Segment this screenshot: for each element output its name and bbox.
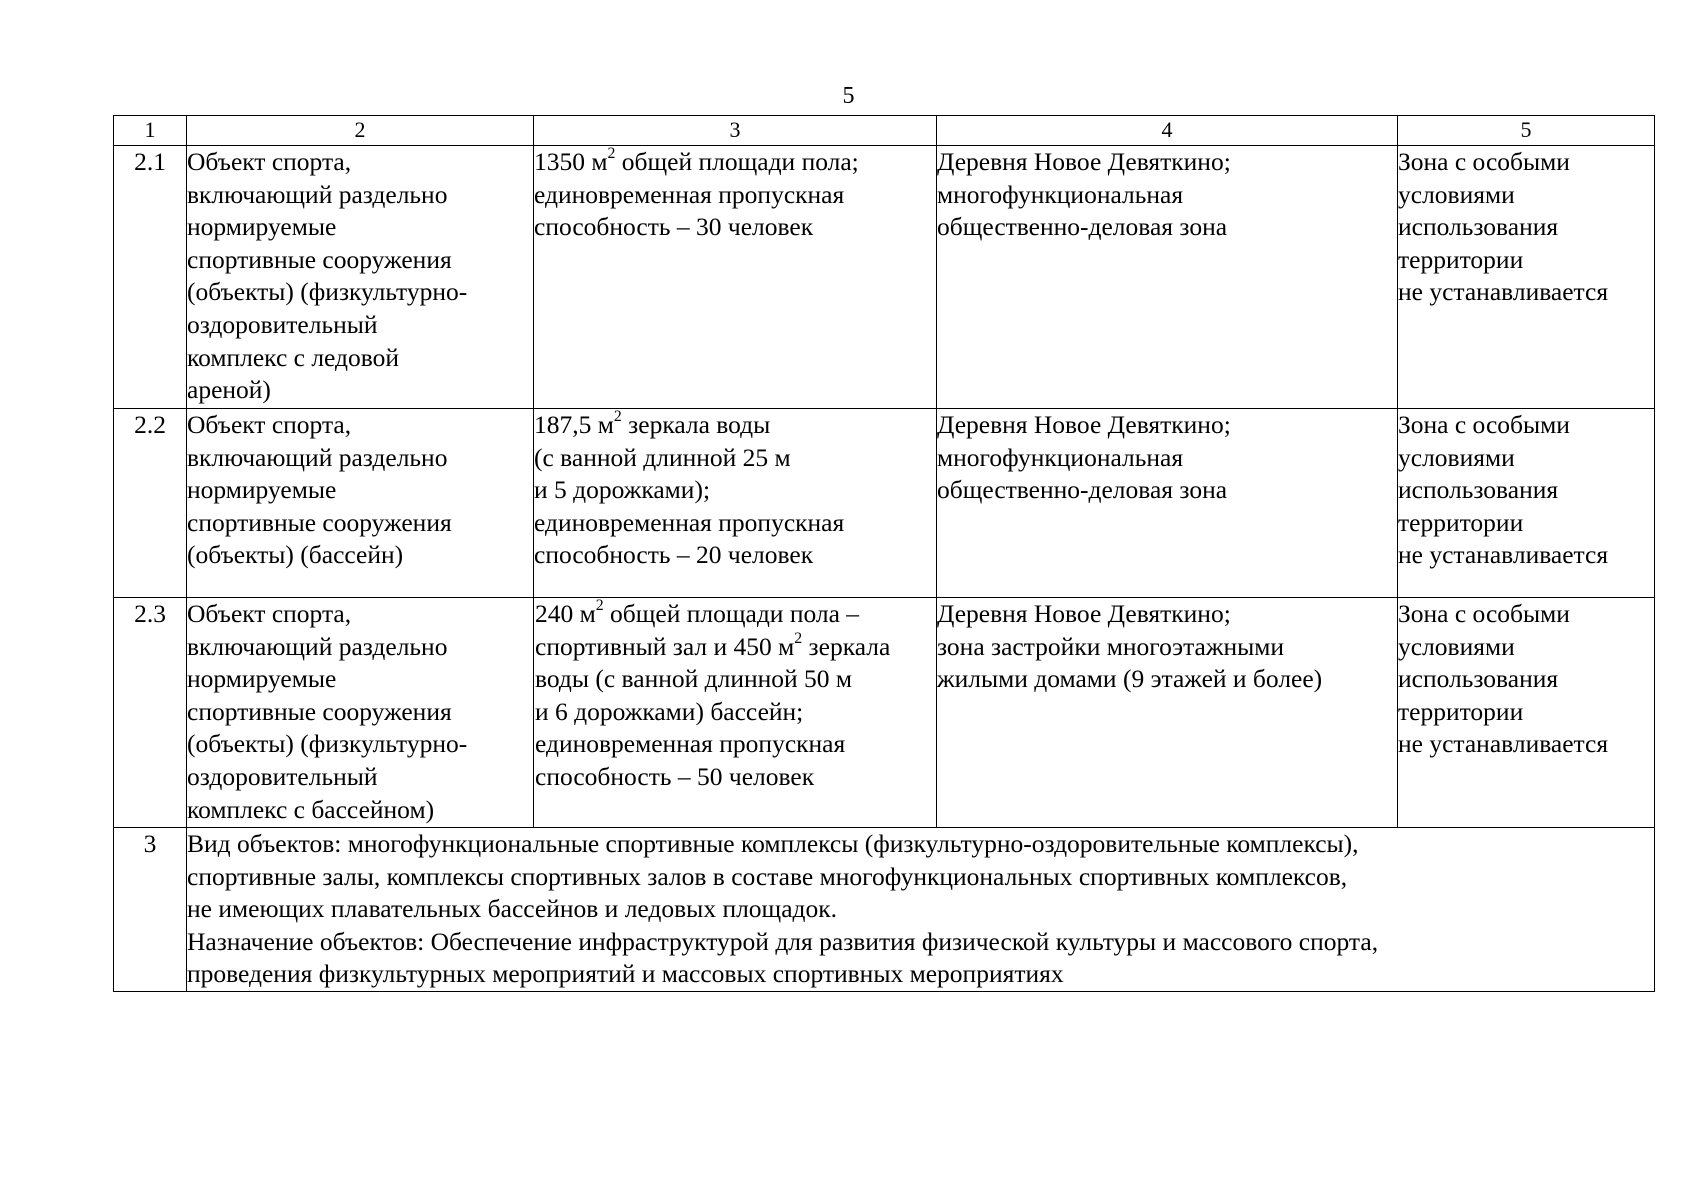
text-line: не устанавливается [1398, 277, 1609, 307]
text-line: воды (с ванной длинной 50 м [535, 664, 853, 694]
text-line: использования [1398, 212, 1559, 242]
text-line: жилыми домами (9 этажей и более) [937, 664, 1323, 694]
row-number: 2.3 [114, 598, 187, 828]
header-cell: 5 [1398, 116, 1655, 146]
text-line: территории [1398, 507, 1524, 537]
superscript: 2 [613, 408, 622, 426]
text-line: Вид объектов: многофункциональные спортивные комплексы (физкультурно-оздоровительные комплексы), [187, 829, 1359, 858]
row-number: 2.2 [114, 409, 187, 598]
text-line: способность – 20 человек [534, 540, 814, 570]
text-line: условиями [1398, 442, 1515, 472]
text-line: использования [1398, 475, 1559, 505]
text-line: Зона с особыми [1398, 410, 1570, 439]
object-description [187, 409, 534, 598]
text-part: 1350 м [534, 147, 608, 176]
text-line: не имеющих плавательных бассейнов и ледовых площадок. [187, 894, 838, 924]
capacity-description [534, 409, 937, 598]
text-line: оздоровительный [187, 309, 378, 339]
zone-description [1398, 146, 1655, 409]
text-line: Зона с особыми [1398, 599, 1570, 628]
row-number: 2.1 [114, 146, 187, 409]
object-description [187, 146, 534, 409]
text-line [534, 409, 936, 442]
text-line: территории [1398, 244, 1524, 274]
text-line: Объект спорта, [187, 147, 352, 176]
facilities-table [113, 115, 1655, 992]
text-line: территории [1398, 696, 1524, 726]
text-line: (с ванной длинной 25 м [534, 442, 791, 472]
header-cell: 1 [114, 116, 187, 146]
text-part: зеркала [802, 631, 891, 661]
text-line: Деревня Новое Девяткино; [937, 147, 1231, 176]
text-line: использования [1398, 664, 1559, 694]
text-part: зеркала воды [621, 410, 771, 439]
text-line: условиями [1398, 179, 1515, 209]
text-line: многофункциональная [937, 179, 1184, 209]
zone-description [1398, 598, 1655, 828]
location-description [937, 146, 1398, 409]
text-line: (объекты) (физкультурно- [187, 277, 468, 307]
text-line: включающий раздельно [187, 179, 448, 209]
text-line: нормируемые [187, 212, 337, 242]
text-line: не устанавливается [1398, 540, 1609, 570]
table-row [114, 598, 1655, 828]
superscript: 2 [595, 597, 604, 615]
text-line: единовременная пропускная [534, 507, 845, 537]
header-cell: 2 [187, 116, 534, 146]
text-line: спортивные сооружения [187, 507, 452, 537]
text-line: Объект спорта, [187, 410, 352, 439]
text-line: Деревня Новое Девяткино; [937, 410, 1231, 439]
row-number: 3 [114, 828, 187, 992]
location-description [937, 409, 1398, 598]
text-line: единовременная пропускная [535, 729, 846, 759]
text-line [534, 146, 936, 179]
zone-description [1398, 409, 1655, 598]
text-line: Зона с особыми [1398, 147, 1570, 176]
text-line: ареной) [187, 375, 271, 405]
text-line: (объекты) (бассейн) [187, 540, 404, 570]
text-line: Деревня Новое Девяткино; [937, 599, 1231, 628]
text-line: включающий раздельно [187, 442, 448, 472]
text-line: условиями [1398, 631, 1515, 661]
text-line: комплекс с ледовой [187, 342, 400, 372]
text-part: 240 м [535, 599, 596, 628]
text-line: нормируемые [187, 475, 337, 505]
text-line: и 5 дорожками); [534, 475, 711, 505]
object-types-description [187, 828, 1655, 992]
text-line: оздоровительный [187, 761, 378, 791]
header-cell: 3 [534, 116, 937, 146]
text-line: проведения физкультурных мероприятий и массовых спортивных мероприятиях [187, 959, 1064, 989]
text-line: спортивные залы, комплексы спортивных залов в составе многофункциональных спортивных комплексов, [187, 861, 1348, 891]
text-part: общей площади пола; [615, 147, 859, 176]
page-number: 5 [842, 83, 855, 109]
text-line [535, 598, 936, 631]
text-line: способность – 30 человек [534, 212, 814, 242]
capacity-description [534, 598, 937, 828]
text-part: спортивный зал и 450 м [535, 631, 795, 661]
text-line: включающий раздельно [187, 631, 448, 661]
superscript: 2 [607, 145, 616, 163]
superscript: 2 [794, 629, 803, 647]
text-line: единовременная пропускная [534, 179, 845, 209]
text-line: спортивные сооружения [187, 244, 452, 274]
header-cell: 4 [937, 116, 1398, 146]
text-line: (объекты) (физкультурно- [187, 729, 468, 759]
table-row [114, 828, 1655, 992]
text-line: спортивные сооружения [187, 696, 452, 726]
table-row [114, 146, 1655, 409]
text-line: Назначение объектов: Обеспечение инфраструктурой для развития физической культуры и массового спорта, [187, 926, 1379, 956]
text-line: зона застройки многоэтажными [937, 631, 1285, 661]
object-description [187, 598, 534, 828]
text-line: Объект спорта, [187, 599, 352, 628]
text-line: и 6 дорожками) бассейн; [535, 696, 804, 726]
text-part: 187,5 м [534, 410, 614, 439]
capacity-description [534, 146, 937, 409]
text-line: не устанавливается [1398, 729, 1609, 759]
text-line: многофункциональная [937, 442, 1184, 472]
text-part: общей площади пола – [603, 599, 860, 628]
text-line: комплекс с бассейном) [187, 794, 435, 824]
table-header-row [114, 116, 1655, 146]
text-line: общественно-деловая зона [937, 475, 1228, 505]
text-line [535, 631, 936, 664]
text-line: нормируемые [187, 664, 337, 694]
text-line: общественно-деловая зона [937, 212, 1228, 242]
text-line: способность – 50 человек [535, 761, 815, 791]
table-row [114, 409, 1655, 598]
location-description [937, 598, 1398, 828]
